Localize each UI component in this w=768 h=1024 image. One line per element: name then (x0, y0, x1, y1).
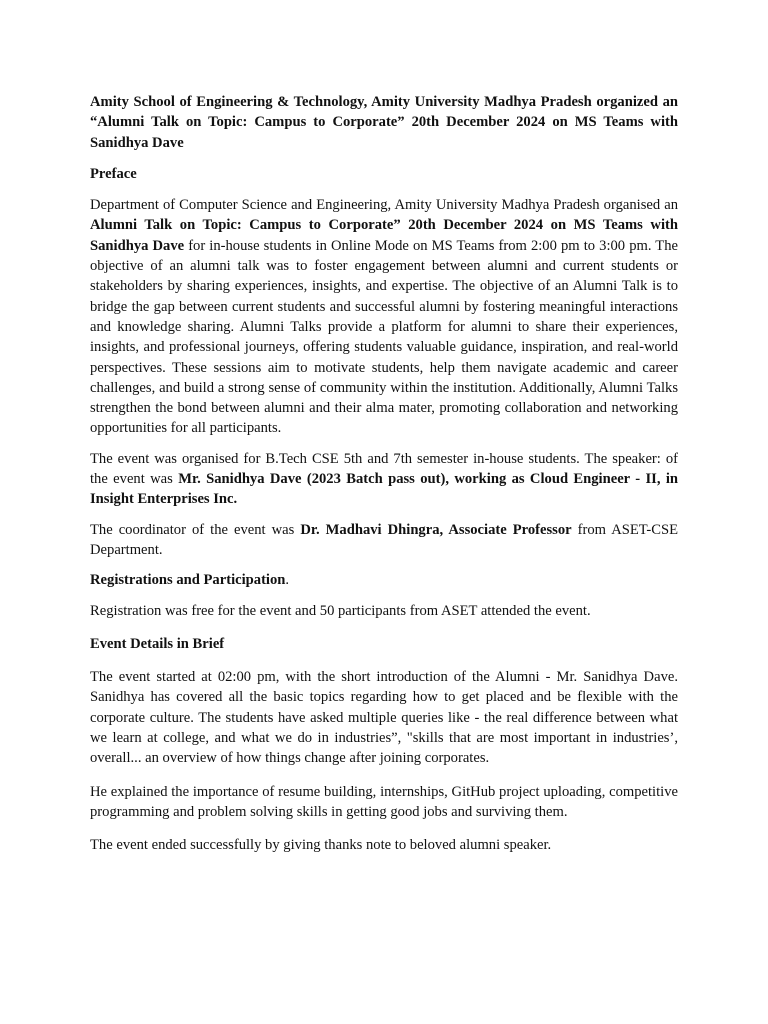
event-details-paragraph-2: He explained the importance of resume building, internships, GitHub project uploading, competitive programming and problem solving skills in getting good jobs and surviving them. (90, 783, 678, 820)
speaker-details: Mr. Sanidhya Dave (2023 Batch pass out), working as Cloud Engineer - II, in Insight Enterprises Inc. (90, 471, 678, 508)
preface-heading: Preface (90, 165, 137, 182)
event-details-heading: Event Details in Brief (90, 635, 225, 652)
preface-p1-text-c: for in-house students in Online Mode on MS Teams from 2:00 pm to 3:00 pm. The objective of an alumni talk was to foster engagement between alumni and current students or stakeholders by sharing experiences, insights, and expertise. The objective of an Alumni Talk is to bridge the gap between current students and successful alumni by fostering meaningful interactions and knowledge sharing. Alumni Talks provide a platform for alumni to share their experiences, insights, and professional journeys, offering students valuable guidance, inspiration, and real-world perspectives. These sessions aim to motivate students, help them navigate academic and career challenges, and build a strong sense of community within the institution. Additionally, Alumni Talks strengthen the bond between alumni and their alma mater, promoting collaboration and networking opportunities for all participants. (90, 237, 678, 437)
registrations-heading-suffix: . (285, 572, 290, 589)
preface-paragraph-3 (90, 520, 678, 561)
registrations-heading-line (90, 570, 678, 590)
event-details-paragraph-3: The event ended successfully by giving thanks note to beloved alumni speaker. (90, 837, 552, 854)
coordinator-name: Dr. Madhavi Dhingra, Associate Professor (300, 521, 572, 538)
registrations-heading: Registrations and Participation (90, 572, 286, 589)
preface-p2-text-a: The event was organised for B.Tech CSE 5th and 7th semester in-house students. The speaker: of the event was (90, 450, 678, 488)
preface-p1-bold: Alumni Talk on Topic: Campus to Corporate” 20th December 2024 on MS Teams with Sanidhya Dave (90, 217, 678, 254)
preface-p3-text-a: The coordinator of the event was (90, 521, 301, 538)
preface-p3-text-c: from ASET-CSE Department. (90, 521, 678, 558)
event-details-paragraph-1: The event started at 02:00 pm, with the short introduction of the Alumni - Mr. Sanidhya Dave. Sanidhya has covered all the basic topics regarding how to get placed and be flexible with the corporate culture. The students have asked multiple queries like - the real difference between what we learn at college, and what we do in industries”, "skills that are most important in industries’, overall... an overview of how things change after joining corporates. (90, 669, 678, 767)
preface-paragraph-2 (90, 449, 678, 510)
preface-paragraph-1 (90, 195, 678, 439)
registrations-paragraph: Registration was free for the event and 50 participants from ASET attended the event. (90, 602, 591, 619)
document-title: Amity School of Engineering & Technology, Amity University Madhya Pradesh organized an “Alumni Talk on Topic: Campus to Corporate” 20th December 2024 on MS Teams with Sanidhya Dave (90, 94, 678, 151)
preface-p1-text-a: Department of Computer Science and Engineering, Amity University Madhya Pradesh organised an (90, 197, 678, 214)
document-page (90, 92, 678, 856)
